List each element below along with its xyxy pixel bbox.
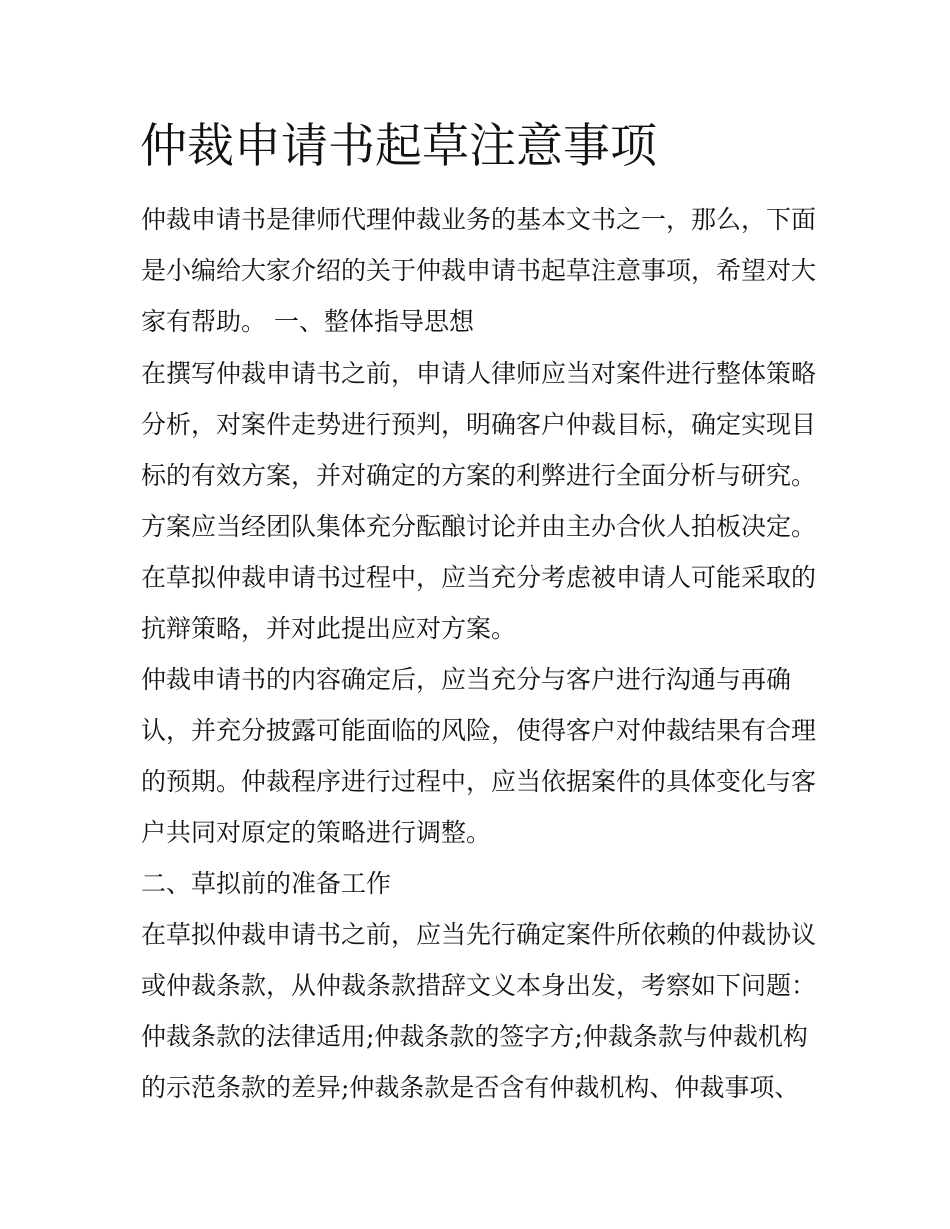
body-line: 或仲裁条款，从仲裁条款措辞文义本身出发，考察如下问题：: [141, 971, 817, 1000]
document-title: 仲裁申请书起草注意事项: [140, 119, 657, 174]
body-line: 分析，对案件走势进行预判，明确客户仲裁目标，确定实现目: [141, 410, 817, 439]
body-line: 仲裁条款的法律适用;仲裁条款的签字方;仲裁条款与仲裁机构: [141, 1022, 808, 1051]
body-line: 在撰写仲裁申请书之前，申请人律师应当对案件进行整体策略: [141, 359, 817, 388]
section-heading-line: 二、草拟前的准备工作: [141, 869, 392, 898]
body-line: 仲裁申请书是律师代理仲裁业务的基本文书之一，那么，下面: [141, 205, 817, 234]
body-line: 是小编给大家介绍的关于仲裁申请书起草注意事项，希望对大: [141, 256, 817, 285]
body-line: 的预期。仲裁程序进行过程中，应当依据案件的具体变化与客: [141, 767, 817, 796]
body-line: 在草拟仲裁申请书之前，应当先行确定案件所依赖的仲裁协议: [141, 920, 817, 949]
body-line: 认，并充分披露可能面临的风险，使得客户对仲裁结果有合理: [141, 716, 817, 745]
body-line: 抗辩策略，并对此提出应对方案。: [141, 614, 517, 643]
body-line: 在草拟仲裁申请书过程中，应当充分考虑被申请人可能采取的: [141, 563, 817, 592]
body-line: 标的有效方案，并对确定的方案的利弊进行全面分析与研究。: [141, 461, 817, 490]
section-heading-line: 家有帮助。 一、整体指导思想: [141, 307, 474, 336]
body-line: 方案应当经团队集体充分酝酿讨论并由主办合伙人拍板决定。: [141, 512, 817, 541]
body-line: 户共同对原定的策略进行调整。: [141, 818, 492, 847]
body-line: 的示范条款的差异;仲裁条款是否含有仲裁机构、仲裁事项、: [141, 1073, 800, 1102]
body-line: 仲裁申请书的内容确定后，应当充分与客户进行沟通与再确: [141, 665, 792, 694]
